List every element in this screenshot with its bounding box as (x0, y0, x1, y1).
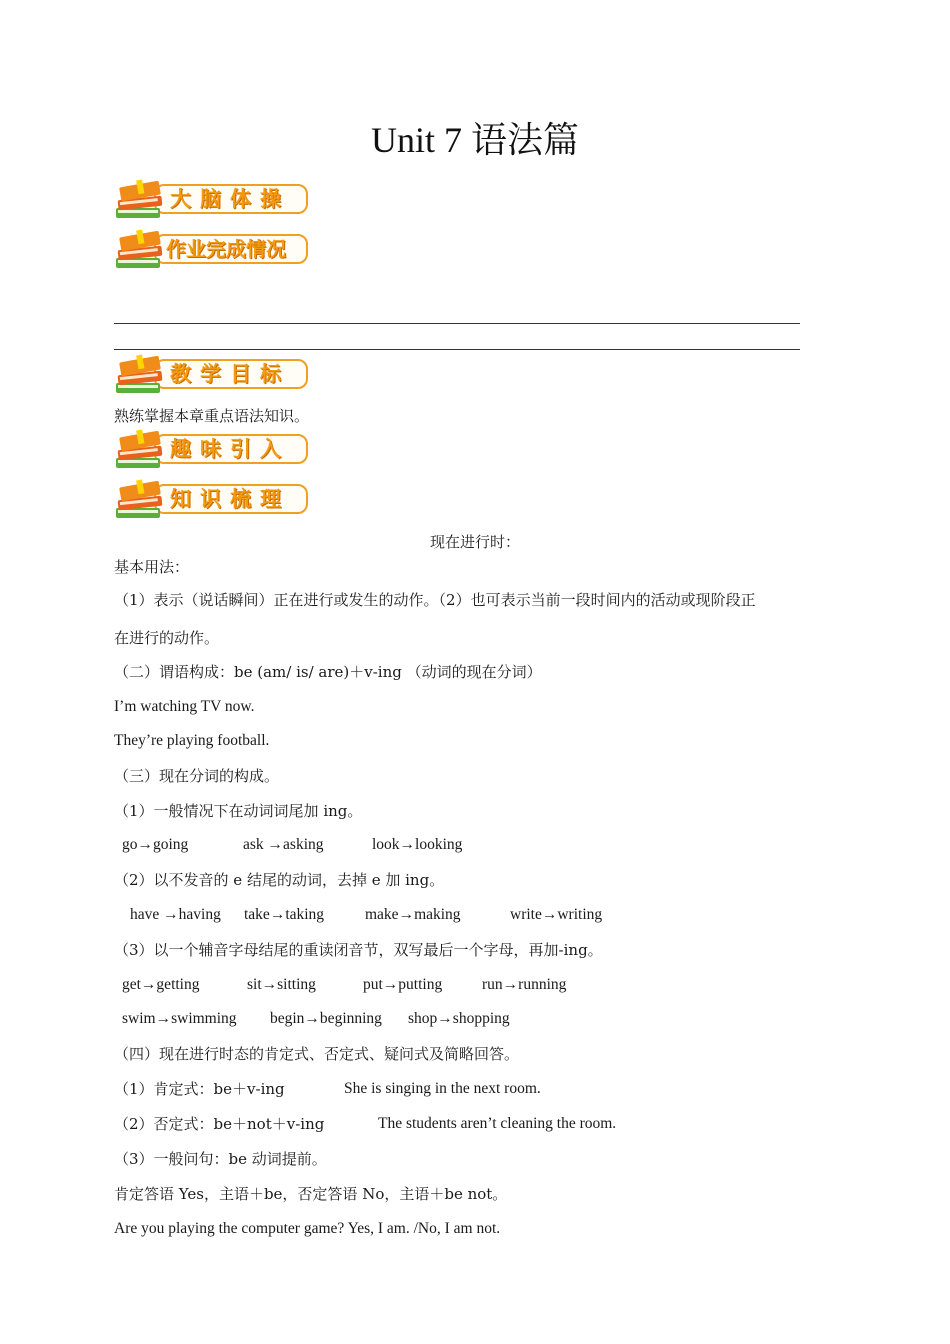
verb-example: sit→sitting (247, 976, 316, 993)
verb-example: put→putting (363, 976, 443, 993)
participle-heading: （三）现在分词的构成。 (114, 767, 280, 785)
books-icon (114, 428, 170, 474)
verb-example: swim→swimming (122, 1010, 237, 1027)
verb-example: run→running (482, 976, 567, 993)
verb-example: take→taking (244, 906, 325, 923)
answer-line (114, 349, 800, 350)
qa-example: Are you playing the computer game? Yes, I am. /No, I am not. (114, 1220, 501, 1237)
page-title: Unit 7 语法篇 (370, 120, 579, 160)
banner-label: 趣味引入 (170, 437, 290, 461)
goal-text: 熟练掌握本章重点语法知识。 (114, 407, 310, 425)
books-icon (114, 478, 170, 524)
example-sentence: I’m watching TV now. (114, 698, 255, 715)
verb-example: shop→shopping (408, 1010, 510, 1027)
question-rule: （3）一般问句：be 动词提前。 (114, 1150, 327, 1168)
verb-example: ask →asking (243, 836, 324, 853)
books-icon (114, 178, 170, 224)
verb-example: make→making (365, 906, 461, 923)
structure-text: （二）谓语构成：be (am/ is/ are)＋v-ing （动词的现在分词） (114, 663, 542, 681)
verb-example: get→getting (122, 976, 200, 993)
section-banner-brain (114, 178, 310, 224)
verb-example: have →having (130, 906, 221, 923)
verb-example: look→looking (372, 836, 463, 853)
rule-text: （3）以一个辅音字母结尾的重读闭音节，双写最后一个字母，再加-ing。 (114, 941, 603, 959)
verb-example: begin→beginning (270, 1010, 382, 1027)
negative-label: （2）否定式：be＋not＋v-ing (114, 1115, 325, 1133)
negative-example: The students aren’t cleaning the room. (378, 1115, 617, 1132)
affirmative-label: （1）肯定式：be＋v-ing (114, 1080, 285, 1098)
section-banner-homework (114, 228, 310, 274)
banner-label: 教学目标 (170, 362, 290, 386)
section-banner-intro (114, 428, 310, 474)
banner-label: 知识梳理 (170, 487, 290, 511)
usage-text: （1）表示（说话瞬间）正在进行或发生的动作。（2）也可表示当前一段时间内的活动或现阶段正 (114, 591, 756, 609)
section-banner-knowledge (114, 478, 310, 524)
section-banner-goals (114, 353, 310, 399)
banner-label: 作业完成情况 (166, 237, 286, 261)
verb-example: write→writing (510, 906, 603, 923)
banner-label: 大脑体操 (170, 187, 290, 211)
rule-text: （2）以不发音的 e 结尾的动词，去掉 e 加 ing。 (114, 871, 445, 889)
topic-heading: 现在进行时： (429, 533, 520, 551)
books-icon (114, 228, 170, 274)
usage-text-cont: 在进行的动作。 (114, 629, 220, 647)
answer-rule: 肯定答语 Yes，主语＋be，否定答语 No，主语＋be not。 (114, 1185, 508, 1203)
affirmative-example: She is singing in the next room. (344, 1080, 541, 1097)
example-sentence: They’re playing football. (114, 732, 270, 749)
answer-line (114, 323, 800, 324)
rule-text: （1）一般情况下在动词词尾加 ing。 (114, 802, 363, 820)
verb-example: go→going (122, 836, 189, 853)
books-icon (114, 353, 170, 399)
forms-heading: （四）现在进行时态的肯定式、否定式、疑问式及简略回答。 (114, 1045, 520, 1063)
basic-usage-heading: 基本用法： (114, 558, 190, 576)
